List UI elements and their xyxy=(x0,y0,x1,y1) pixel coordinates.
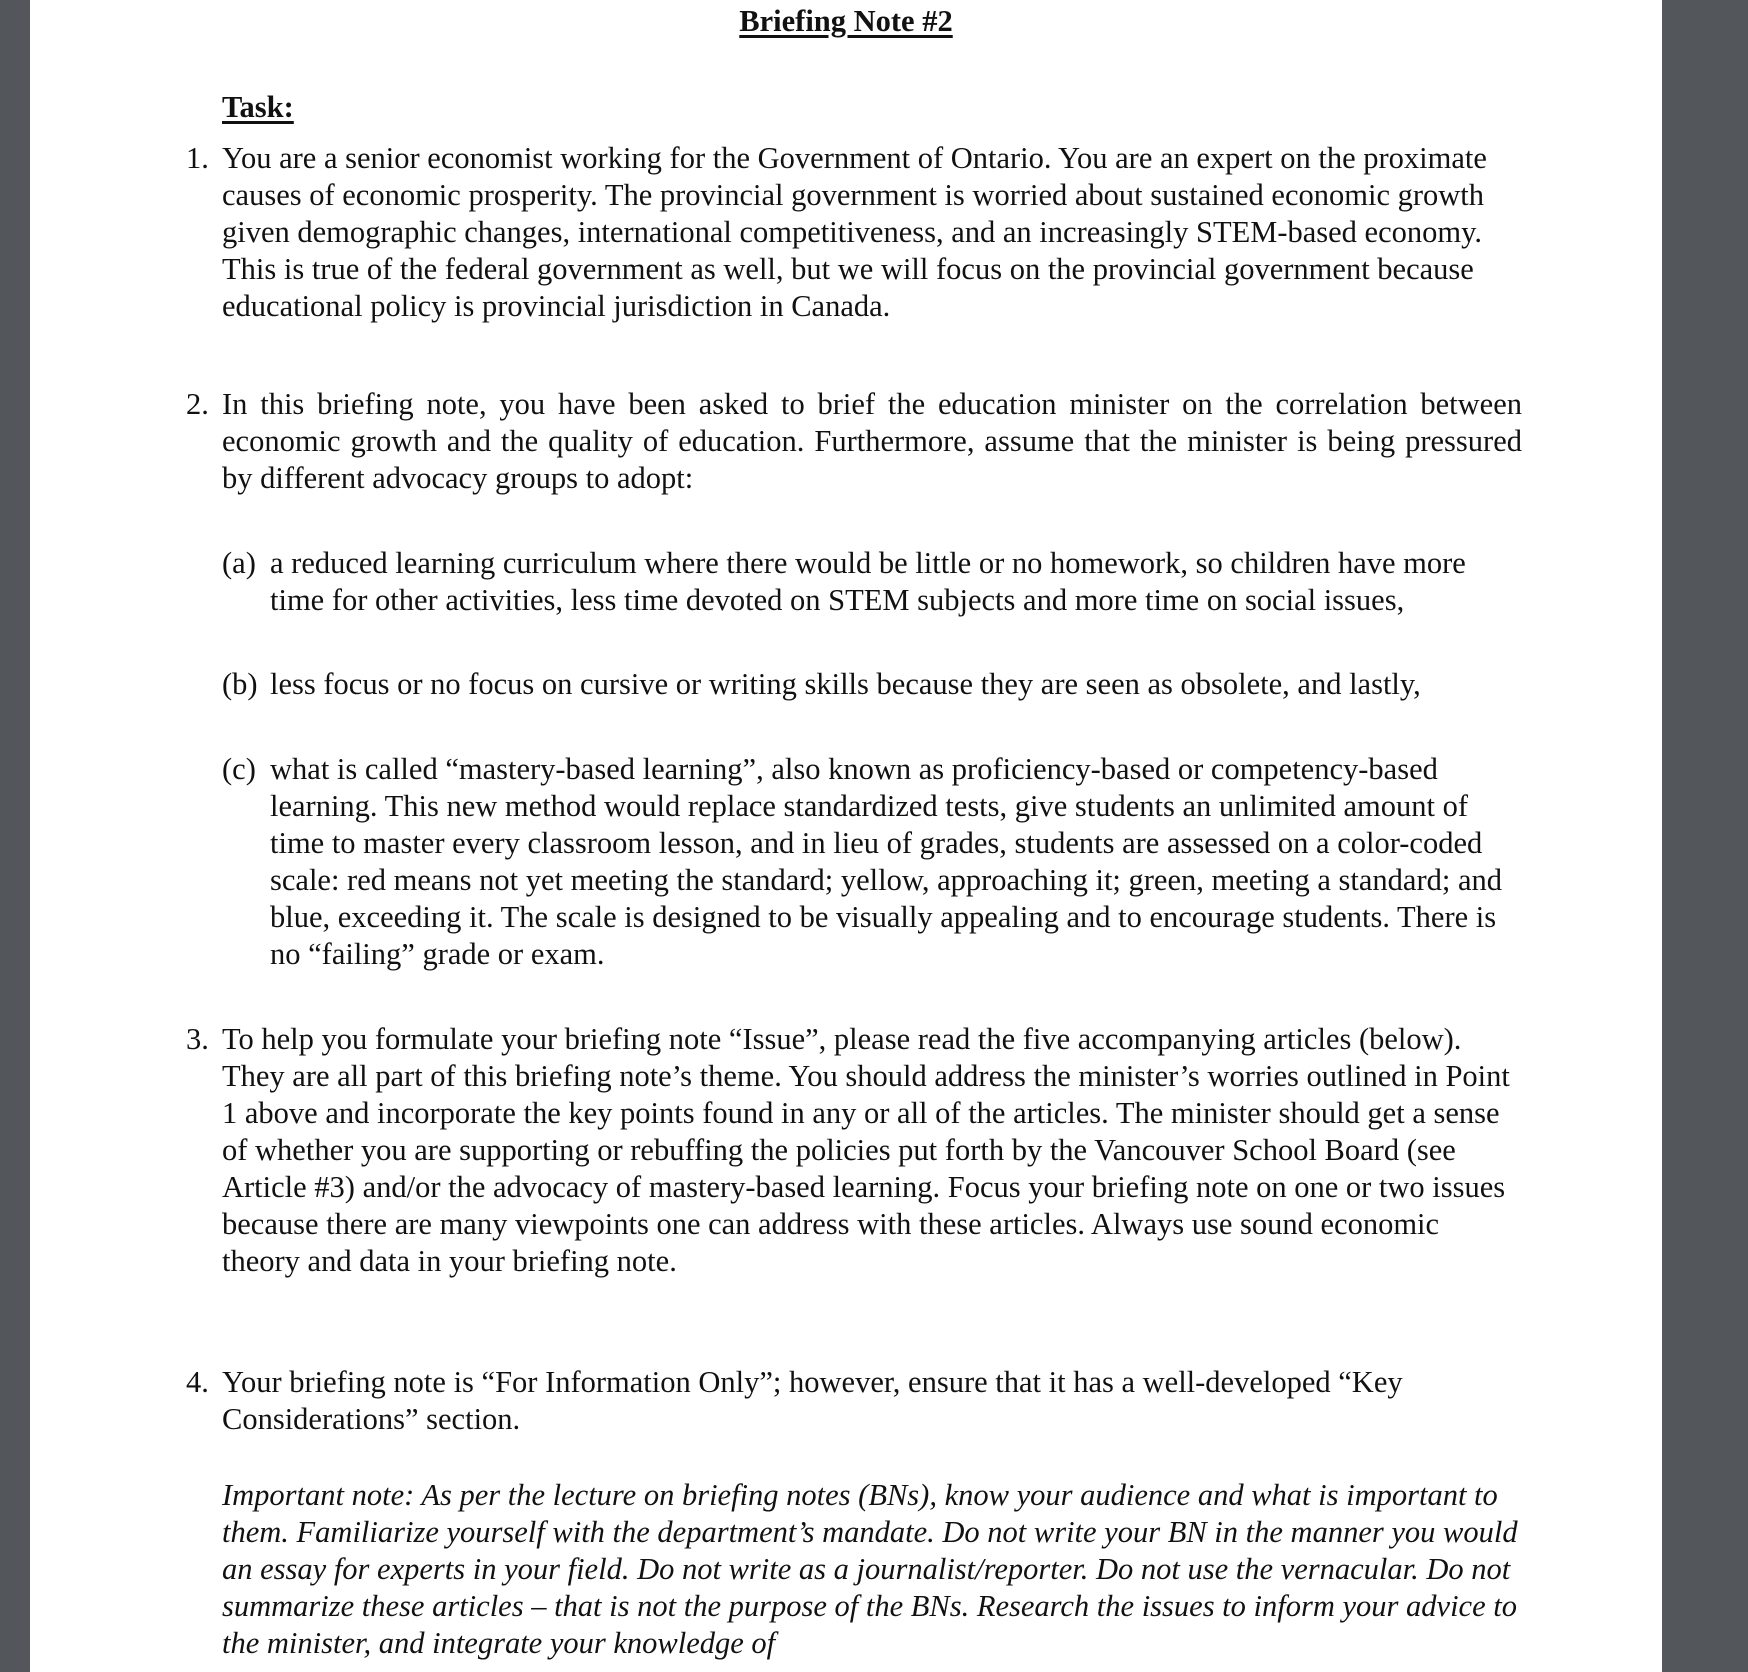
document-title: Briefing Note #2 xyxy=(739,4,953,38)
subitem-b-text: less focus or no focus on cursive or writing skills because they are seen as obsolete, and lastly, xyxy=(270,667,1421,701)
item-1-text: You are a senior economist working for the Government of Ontario. You are an expert on the proximate causes of economic prosperity. The provincial government is worried about sustained economic growth given demographic changes, international competitiveness, and an increasingly STEM-based economy. This is true of the federal government as well, but we will focus on the provincial government because educational policy is provincial jurisdiction in Canada. xyxy=(222,141,1487,323)
item-1-number: 1. xyxy=(186,141,209,175)
item-3-number: 3. xyxy=(186,1022,209,1056)
item-3-text: To help you formulate your briefing note “Issue”, please read the five accompanying articles (below). They are all part of this briefing note’s theme. You should address the minister’s worries outlined in Point 1 above and incorporate the key points found in any or all of the articles. The minister should get a sense of whether you are supporting or rebuffing the policies put forth by the Vancouver School Board (see Article #3) and/or the advocacy of mastery-based learning. Focus your briefing note on one or two issues because there are many viewpoints one can address with these articles. Always use sound economic theory and data in your briefing note. xyxy=(222,1022,1510,1278)
subitem-a-label: (a) xyxy=(222,546,256,580)
item-2-number: 2. xyxy=(186,387,209,421)
important-note: Important note: As per the lecture on briefing notes (BNs), know your audience and what is important to them. Familiarize yourself with the department’s mandate. Do not write your BN in the manner you would an essay for experts in your field. Do not write as a journalist/reporter. Do not use the vernacular. Do not summarize these articles – that is not the purpose of the BNs. Research the issues to inform your advice to the minister, and integrate your knowledge of xyxy=(222,1478,1518,1660)
subitem-c-text: what is called “mastery-based learning”, also known as proficiency-based or competency-based learning. This new method would replace standardized tests, give students an unlimited amount of time to master every classroom lesson, and in lieu of grades, students are assessed on a color-coded scale: red means not yet meeting the standard; yellow, approaching it; green, meeting a standard; and blue, exceeding it. The scale is designed to be visually appealing and to encourage students. There is no “failing” grade or exam. xyxy=(270,752,1503,971)
subitem-c-label: (c) xyxy=(222,752,256,786)
item-2-text: In this briefing note, you have been asked to brief the education minister on the correlation between economic growth and the quality of education. Furthermore, assume that the minister is being pressured by different advocacy groups to adopt: xyxy=(222,387,1522,495)
subitem-a-text: a reduced learning curriculum where there would be little or no homework, so children have more time for other activities, less time devoted on STEM subjects and more time on social issues, xyxy=(270,546,1466,617)
subitem-b-label: (b) xyxy=(222,667,258,701)
task-heading: Task: xyxy=(222,90,294,124)
viewer-background-right xyxy=(1662,0,1748,1672)
item-4-number: 4. xyxy=(186,1365,209,1399)
document-page xyxy=(30,0,1662,1672)
item-4-text: Your briefing note is “For Information Only”; however, ensure that it has a well-developed “Key Considerations” section. xyxy=(222,1365,1403,1436)
